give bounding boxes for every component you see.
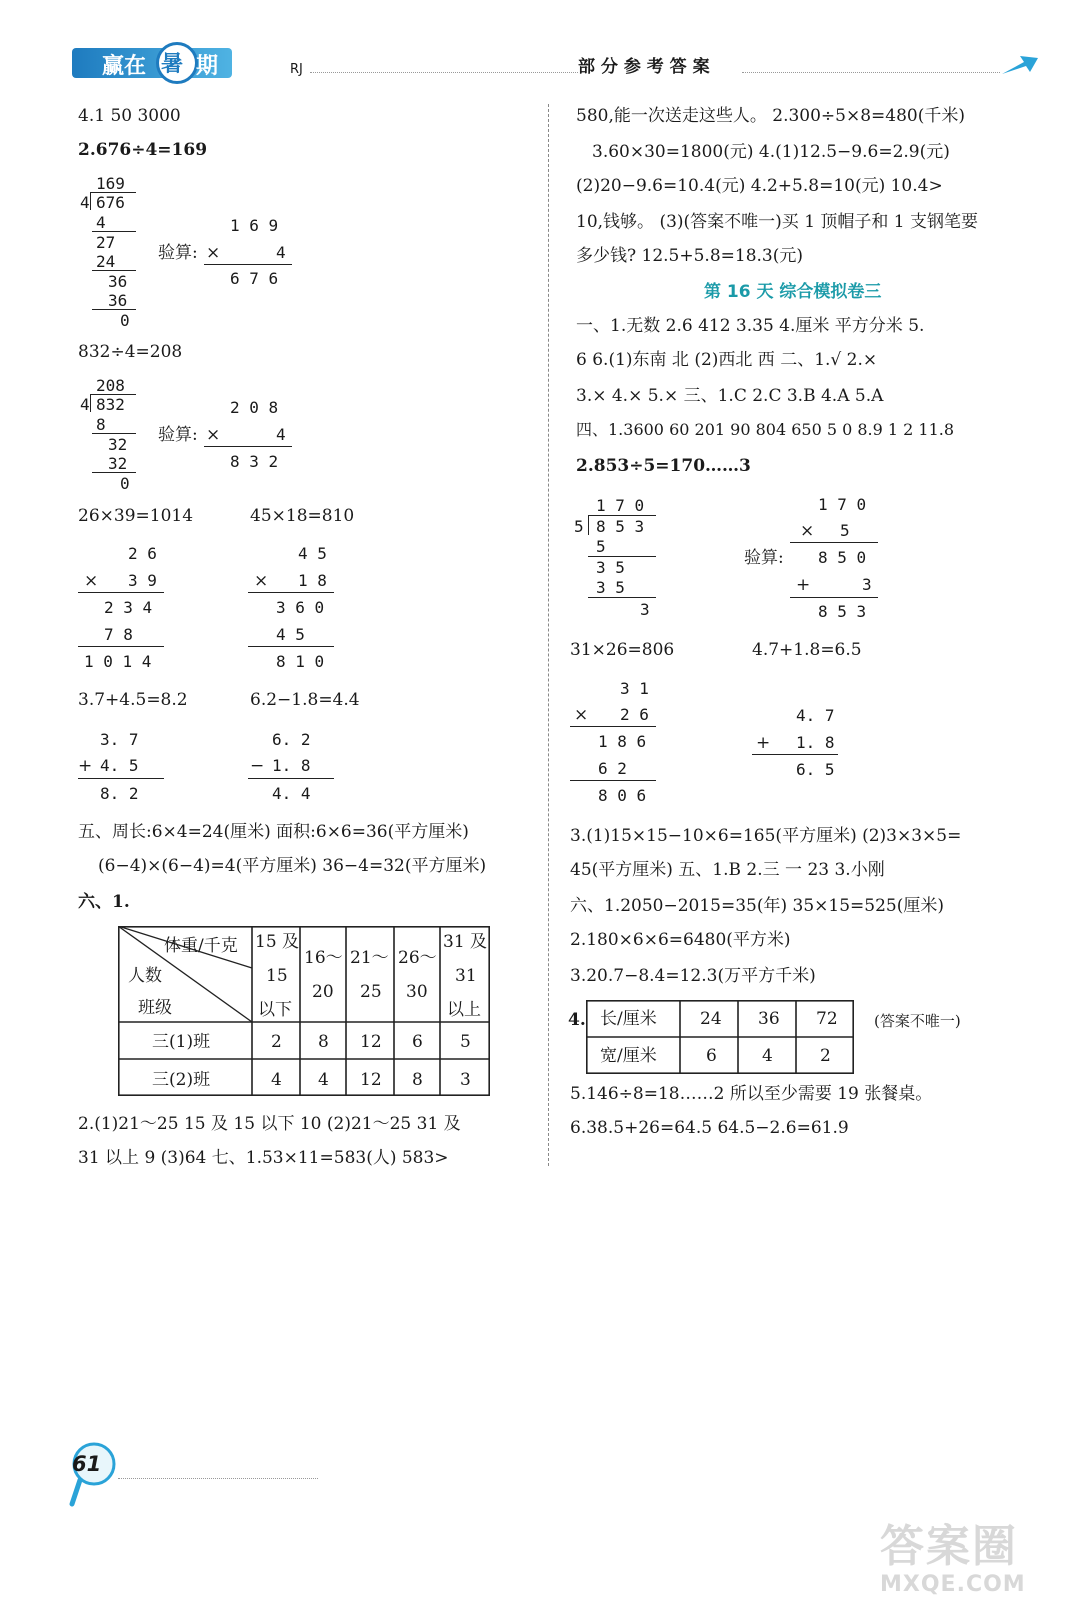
table-corner-mid: 人数 (128, 966, 162, 986)
table-cell: 2 (271, 1032, 282, 1052)
watermark-logo (880, 1510, 1026, 1597)
left-line-4a: 26×39=1014 (78, 506, 194, 526)
left-line-3: 832÷4=208 (78, 342, 183, 362)
right-line-8: 3.× 4.× 5.× 三、1.C 2.C 3.B 4.A 5.A (576, 386, 884, 406)
header-arrow-icon (1000, 52, 1040, 78)
t2-header: 宽/厘米 (600, 1046, 657, 1066)
left-line-5b: 6.2−1.8=4.4 (250, 690, 360, 710)
watermark-text: 答案圈 (880, 1521, 1018, 1572)
table-cell: 12 (360, 1032, 382, 1052)
right-line-7: 6 6.(1)东南 北 (2)西北 西 二、1.√ 2.× (576, 350, 878, 370)
right-line-14: 六、1.2050−2015=35(年) 35×15=525(厘米) (570, 896, 944, 916)
table-cell: 4 (318, 1070, 329, 1090)
right-line-15: 2.180×6×6=6480(平方米) (570, 930, 791, 950)
length-width-table (586, 1000, 854, 1074)
table-cell: 3 (460, 1070, 471, 1090)
t2-cell: 4 (762, 1046, 773, 1066)
t2-cell: 6 (706, 1046, 717, 1066)
col-header: 以下 (258, 1000, 292, 1020)
table-cell: 4 (271, 1070, 282, 1090)
watermark-url: MXQE.COM (880, 1572, 1026, 1597)
left-line-7: (6−4)×(6−4)=4(平方厘米) 36−4=32(平方厘米) (98, 856, 487, 876)
col-header: 15 (266, 966, 288, 986)
table-cell: 8 (412, 1070, 423, 1090)
right-line-9: 四、1.3600 60 201 90 804 650 5 0 8.9 1 2 11.8 (576, 420, 955, 439)
right-line-13: 45(平方厘米) 五、1.B 2.三 一 23 3.小刚 (570, 860, 885, 880)
right-line-5: 多少钱? 12.5+5.8=18.3(元) (576, 246, 804, 266)
right-line-4: 10,钱够。 (3)(答案不唯一)买 1 顶帽子和 1 支钢笔要 (576, 212, 979, 232)
right-line-2: 3.60×30=1800(元) 4.(1)12.5−9.6=2.9(元) (592, 142, 950, 162)
page-title: 部 分 参 考 答 案 (578, 57, 710, 77)
footer-rule (118, 1478, 318, 1479)
table-corner-top: 体重/千克 (164, 936, 238, 956)
col-header: 31 及 (443, 932, 488, 952)
t2-cell: 24 (700, 1009, 722, 1029)
header-rule-right (742, 72, 1000, 73)
table-cell: 6 (412, 1032, 423, 1052)
logo-text-a: 赢在 (102, 54, 147, 79)
table-note: (答案不唯一) (874, 1012, 961, 1030)
right-line-18: 5.146÷8=18……2 所以至少需要 19 张餐桌。 (570, 1084, 933, 1104)
row-label: 三(2)班 (152, 1070, 211, 1090)
column-divider (548, 104, 549, 1166)
table-cell: 5 (460, 1032, 471, 1052)
page-number: 61 (72, 1452, 102, 1476)
right-line-10: 2.853÷5=170……3 (576, 456, 751, 476)
col-header: 16～ (304, 948, 343, 968)
t2-cell: 36 (758, 1009, 780, 1029)
section-heading: 第 16 天 综合模拟卷三 (704, 282, 882, 302)
t2-cell: 72 (816, 1009, 838, 1029)
left-line-9: 2.(1)21～25 15 及 15 以下 10 (2)21～25 31 及 (78, 1114, 461, 1134)
right-line-17-label: 4. (568, 1010, 586, 1030)
right-line-3: (2)20−9.6=10.4(元) 4.2+5.8=10(元) 10.4> (576, 176, 943, 196)
left-line-5a: 3.7+4.5=8.2 (78, 690, 188, 710)
left-line-8: 六、1. (78, 892, 130, 912)
row-label: 三(1)班 (152, 1032, 211, 1052)
col-header: 25 (360, 982, 382, 1002)
right-line-16: 3.20.7−8.4=12.3(万平方千米) (570, 966, 816, 986)
right-line-1: 580,能一次送走这些人。 2.300÷5×8=480(千米) (576, 106, 965, 126)
left-line-6: 五、周长:6×4=24(厘米) 面积:6×6=36(平方厘米) (78, 822, 469, 842)
brand-logo (72, 40, 232, 86)
left-line-1: 4.1 50 3000 (78, 106, 181, 126)
right-line-19: 6.38.5+26=64.5 64.5−2.6=61.9 (570, 1118, 849, 1138)
table-corner-bot: 班级 (138, 998, 172, 1018)
logo-text-c: 期 (196, 54, 219, 79)
col-header: 15 及 (255, 932, 300, 952)
t2-header: 长/厘米 (600, 1009, 657, 1029)
col-header: 31 (455, 966, 477, 986)
col-header: 26～ (398, 948, 437, 968)
col-header: 30 (406, 982, 428, 1002)
table-cell: 8 (318, 1032, 329, 1052)
left-line-10: 31 以上 9 (3)64 七、1.53×11=583(人) 583> (78, 1148, 449, 1168)
table-cell: 12 (360, 1070, 382, 1090)
right-line-11b: 4.7+1.8=6.5 (752, 640, 862, 660)
left-line-2: 2.676÷4=169 (78, 140, 208, 160)
stats-table (118, 926, 490, 1096)
right-line-12: 3.(1)15×15−10×6=165(平方厘米) (2)3×3×5= (570, 826, 962, 846)
edition-label: RJ (290, 62, 303, 77)
left-line-4b: 45×18=810 (250, 506, 355, 526)
col-header: 20 (312, 982, 334, 1002)
col-header: 以上 (447, 1000, 481, 1020)
col-header: 21～ (350, 948, 389, 968)
logo-text-b: 暑 (161, 52, 184, 77)
right-line-6: 一、1.无数 2.6 412 3.35 4.厘米 平方分米 5. (576, 316, 925, 336)
header-rule-left (310, 72, 578, 73)
right-line-11a: 31×26=806 (570, 640, 675, 660)
t2-cell: 2 (820, 1046, 831, 1066)
magnifier-icon (68, 1440, 118, 1512)
